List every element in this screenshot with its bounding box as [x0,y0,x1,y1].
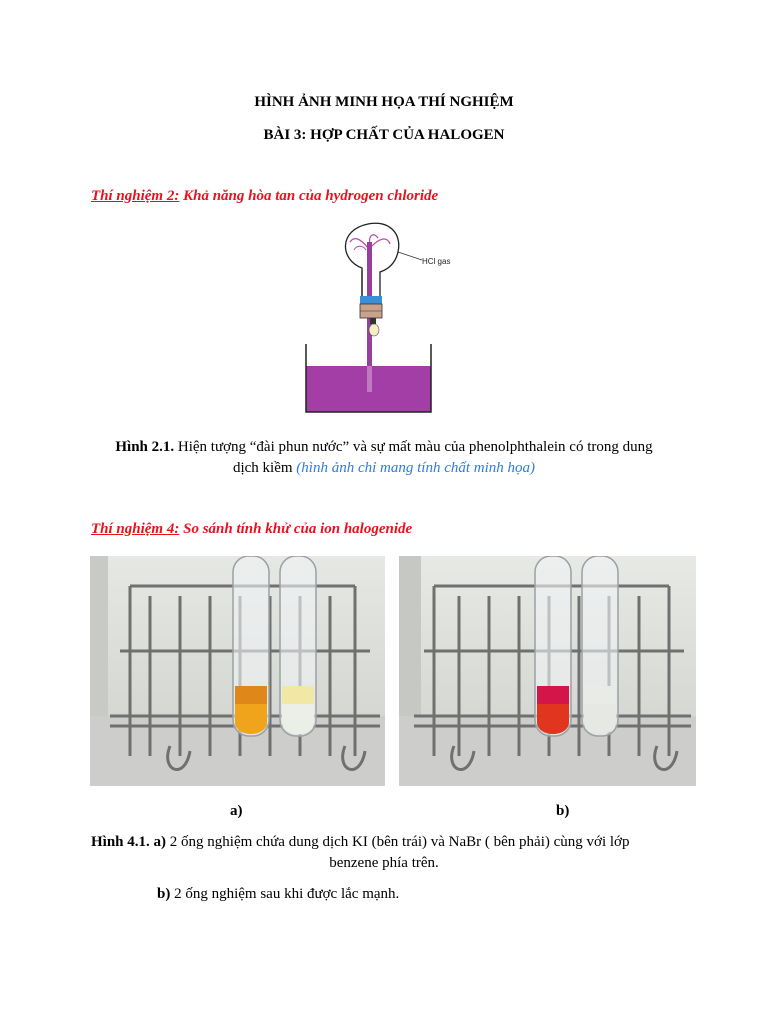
figure-4-1-a-label: a) [153,834,167,850]
experiment-4-heading [91,521,412,538]
figure-2-1-note: (hình ảnh chỉ mang tính chất minh họa) [296,460,536,476]
figure-2-1-text: Hiện tượng “đài phun nước” và sự mất màu của phenolphthalein có trong dung [177,439,653,455]
photo-a-test-tubes [90,556,385,786]
fountain-experiment-diagram [250,220,520,416]
figure-4-1-caption-line3 [157,886,399,903]
photo-a-label: a) [230,803,243,819]
figure-4-1-b-text: 2 ống nghiệm sau khi được lắc mạnh. [174,886,400,902]
hcl-gas-label: HCl gas [422,257,451,266]
figure-4-1-a-text-cont: benzene phía trên. [329,855,439,871]
experiment-2-label: Thí nghiệm 2: [91,188,180,204]
photo-a-illustration [90,556,385,786]
experiment-4-label: Thí nghiệm 4: [91,521,180,537]
figure-2-1-label: Hình 2.1. [115,439,175,455]
page-title: HÌNH ẢNH MINH HỌA THÍ NGHIỆM [254,94,514,110]
figure-4-1-a-text: 2 ống nghiệm chứa dung dịch KI (bên trái) và NaBr ( bên phải) cùng với lớp [169,834,630,850]
experiment-2-heading [91,188,438,205]
photo-b-test-tubes [399,556,696,786]
figure-4-1-label: Hình 4.1. [91,834,150,850]
experiment-2-title: Khả năng hòa tan của hydrogen chloride [183,188,439,204]
photo-b-illustration [399,556,696,786]
figure-2-1-caption-line2 [0,460,768,477]
figure-4-1-caption-line2 [0,855,768,872]
figure-4-1-caption-line1 [91,834,630,851]
experiment-4-title: So sánh tính khử của ion halogenide [183,521,413,537]
figure-4-1-b-label: b) [157,886,171,902]
figure-2-1-caption-line1 [0,439,768,456]
figure-2-1-text-cont: dịch kiềm [232,460,293,476]
page-subtitle: BÀI 3: HỢP CHẤT CỦA HALOGEN [263,127,505,143]
photo-b-label: b) [556,803,570,819]
